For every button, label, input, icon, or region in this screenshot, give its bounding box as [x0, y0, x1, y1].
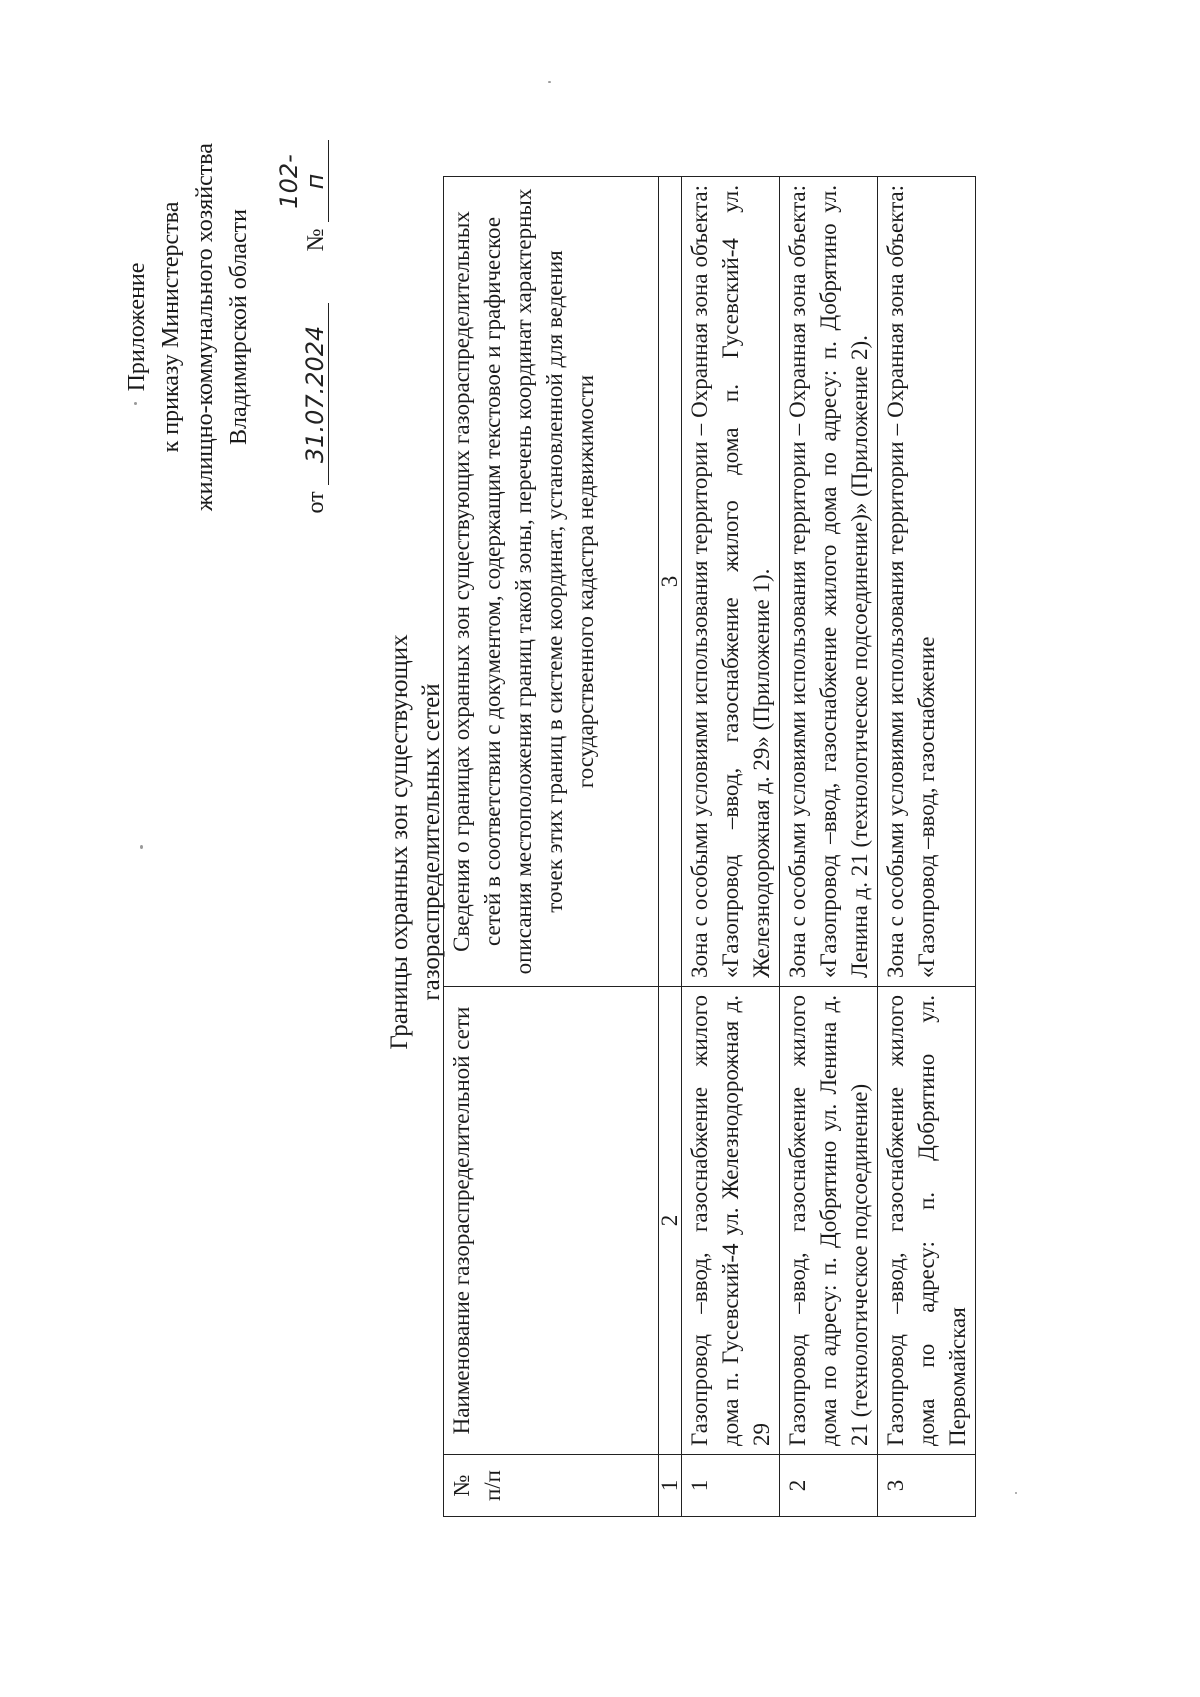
row-number: 1: [682, 1455, 780, 1517]
protection-zones-table: [443, 176, 976, 1517]
date-number-line: [276, 107, 333, 547]
row-zone-info: Зона с особыми условиями использования территории – Охранная зона объекта: «Газопровод –ввод, газоснабжение: [878, 177, 976, 987]
header-network-name: Наименование газораспределительной сети: [444, 987, 659, 1455]
row-network-name: Газопровод –ввод, газоснабжение жилого дома по адресу: п. Добрятино ул. Ленина д. 21 (технологическое подсоединение): [780, 987, 878, 1455]
header-number: № п/п: [444, 1455, 659, 1517]
order-ref-line: к приказу Министерства: [158, 201, 184, 453]
column-number-3: 3: [659, 177, 682, 987]
from-label: от: [303, 491, 329, 514]
title-line-1: Границы охранных зон существующих: [386, 634, 413, 1050]
table-row: [682, 177, 780, 1517]
row-number: 3: [878, 1455, 976, 1517]
column-number-1: 1: [659, 1455, 682, 1517]
document-title: [384, 242, 448, 1442]
scan-speck: [548, 81, 551, 83]
row-number: 2: [780, 1455, 878, 1517]
scan-speck: [134, 402, 137, 405]
title-line-2: газораспределительных сетей: [418, 683, 445, 1001]
row-zone-info: Зона с особыми условиями использования территории – Охранная зона объекта: «Газопровод –ввод, газоснабжение жилого дома п. Гусевский-4 ул. Железнодорожная д. 29» (Приложение 1).: [682, 177, 780, 987]
row-zone-info: Зона с особыми условиями использования территории – Охранная зона объекта: «Газопровод –ввод, газоснабжение жилого дома по адресу: п. Добрятино ул. Ленина д. 21 (технологическое подсоединение)» (Приложение 2).: [780, 177, 878, 987]
table-row: [878, 177, 976, 1517]
row-network-name: Газопровод –ввод, газоснабжение жилого дома п. Гусевский-4 ул. Железнодорожная д. 29: [682, 987, 780, 1455]
scan-speck: [1015, 1492, 1017, 1494]
column-number-row: [659, 177, 682, 1517]
number-label: №: [303, 228, 329, 252]
table-row: [780, 177, 878, 1517]
ministry-line: жилищно-коммунального хозяйства: [192, 143, 218, 511]
handwritten-order-number: 102-п: [276, 140, 329, 222]
region-line: Владимирской области: [226, 209, 252, 445]
handwritten-date: 31.07.2024: [302, 303, 329, 485]
appendix-header: [120, 107, 333, 547]
header-zone-info: Сведения о границах охранных зон существующих газораспределительных сетей в соответствии с документом, содержащим текстовое и графическое описания местоположения границ такой зоны, перечень координат характерных точек этих границ в системе координат, установленной для ведения государственного кадастра недвижимости: [444, 177, 659, 987]
column-number-2: 2: [659, 987, 682, 1455]
appendix-label: Приложение: [124, 262, 150, 392]
scan-speck: [140, 845, 143, 849]
row-network-name: Газопровод –ввод, газоснабжение жилого дома по адресу: п. Добрятино ул. Первомайская: [878, 987, 976, 1455]
table-header-row: [444, 177, 659, 1517]
